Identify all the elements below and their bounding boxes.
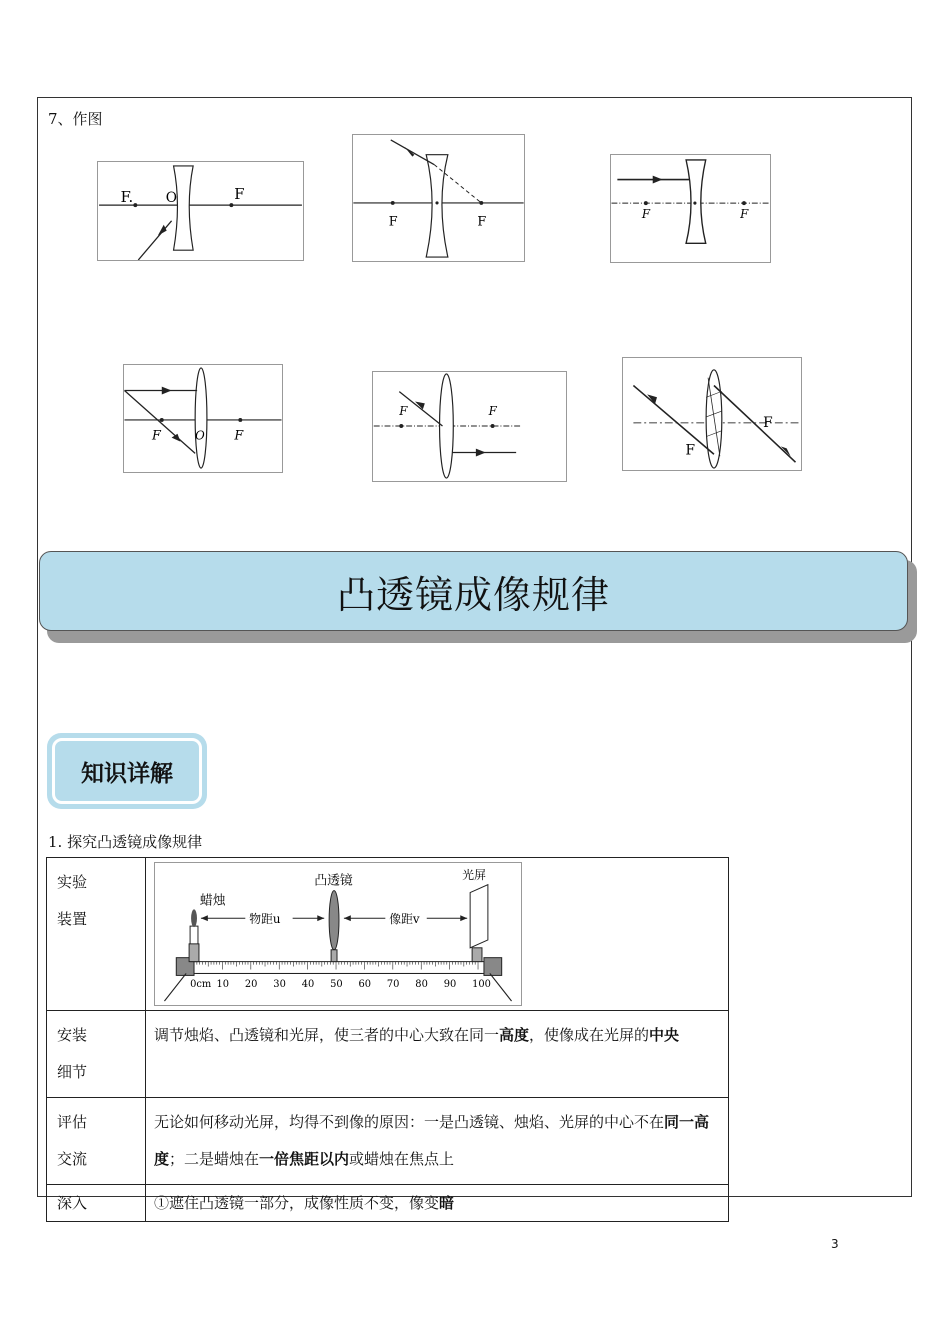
- rules-table: [46, 857, 729, 1222]
- focus-label-left: F: [685, 442, 696, 459]
- badge-label: 知识详解: [81, 760, 173, 787]
- diagram-convex-1: [123, 364, 283, 473]
- focus-label-right: F: [740, 206, 749, 221]
- focus-label-left: F.: [120, 189, 134, 207]
- focus-label-right: F: [488, 404, 497, 419]
- ruler-tick-label: 100: [472, 979, 491, 991]
- optical-center-label: O: [165, 190, 177, 207]
- ruler-tick-label: 90: [443, 979, 457, 991]
- row-label: 深入: [47, 1185, 146, 1222]
- lens-label: 凸透镜: [314, 873, 353, 889]
- ruler-tick-label: 30: [273, 979, 286, 991]
- row-label: 评估 交流: [47, 1098, 146, 1185]
- ruler-tick-label: 80: [415, 979, 428, 991]
- row-label: 安装 细节: [47, 1011, 146, 1098]
- focus-label-right: F: [234, 186, 245, 204]
- optical-center-label: O: [195, 428, 205, 443]
- focus-label-right: F: [234, 428, 244, 444]
- row-content: 无论如何移动光屏，均得不到像的原因：一是凸透镜、烛焰、光屏的中心不在同一高度；二是蜡烛在一倍焦距以内或蜡烛在焦点上: [146, 1098, 729, 1185]
- object-distance-label: 物距u: [249, 912, 281, 927]
- table-row: [47, 1011, 729, 1098]
- table-row: [47, 1185, 729, 1222]
- apparatus-diagram: [154, 862, 522, 1006]
- row-label: 实验 装置: [47, 858, 146, 1011]
- candle-label: 蜡烛: [199, 893, 226, 909]
- table-row: [47, 858, 729, 1011]
- knowledge-badge: [47, 733, 207, 809]
- ruler-tick-label: 20: [244, 979, 258, 991]
- page-number: 3: [831, 1237, 839, 1251]
- diagram-convex-3: [622, 357, 802, 471]
- focus-label-left: F: [399, 404, 408, 419]
- image-distance-label: 像距v: [389, 912, 420, 927]
- ruler-tick-label: 0cm: [190, 979, 212, 991]
- ruler-tick-label: 40: [301, 979, 315, 991]
- banner-title: 凸透镜成像规律: [336, 572, 610, 617]
- focus-label-left: F: [151, 428, 161, 444]
- focus-label-right: F: [763, 414, 773, 431]
- ruler-labels: [190, 979, 491, 990]
- focus-label-left: F: [641, 206, 651, 221]
- section-title: 1. 探究凸透镜成像规律: [48, 833, 203, 851]
- focus-label-left: F: [388, 214, 398, 230]
- diagram-concave-2: [352, 134, 525, 262]
- ruler-tick-label: 10: [216, 979, 230, 991]
- diagram-concave-1: [97, 161, 304, 261]
- ruler-tick-label: 60: [358, 979, 372, 991]
- table-row: [47, 1098, 729, 1185]
- ruler-tick-label: 50: [330, 979, 343, 991]
- focus-label-right: F: [477, 214, 487, 230]
- chapter-banner: [39, 551, 908, 631]
- diagram-concave-3: [610, 154, 771, 263]
- apparatus-cell: [146, 858, 729, 1011]
- section-heading: 7、作图: [48, 110, 103, 128]
- row-content: ①遮住凸透镜一部分，成像性质不变，像变暗: [146, 1185, 729, 1222]
- diagram-convex-2: [372, 371, 567, 482]
- row-content: 调节烛焰、凸透镜和光屏，使三者的中心大致在同一高度，使像成在光屏的中央: [146, 1011, 729, 1098]
- screen-label: 光屏: [462, 867, 486, 882]
- ruler-tick-label: 70: [386, 979, 400, 991]
